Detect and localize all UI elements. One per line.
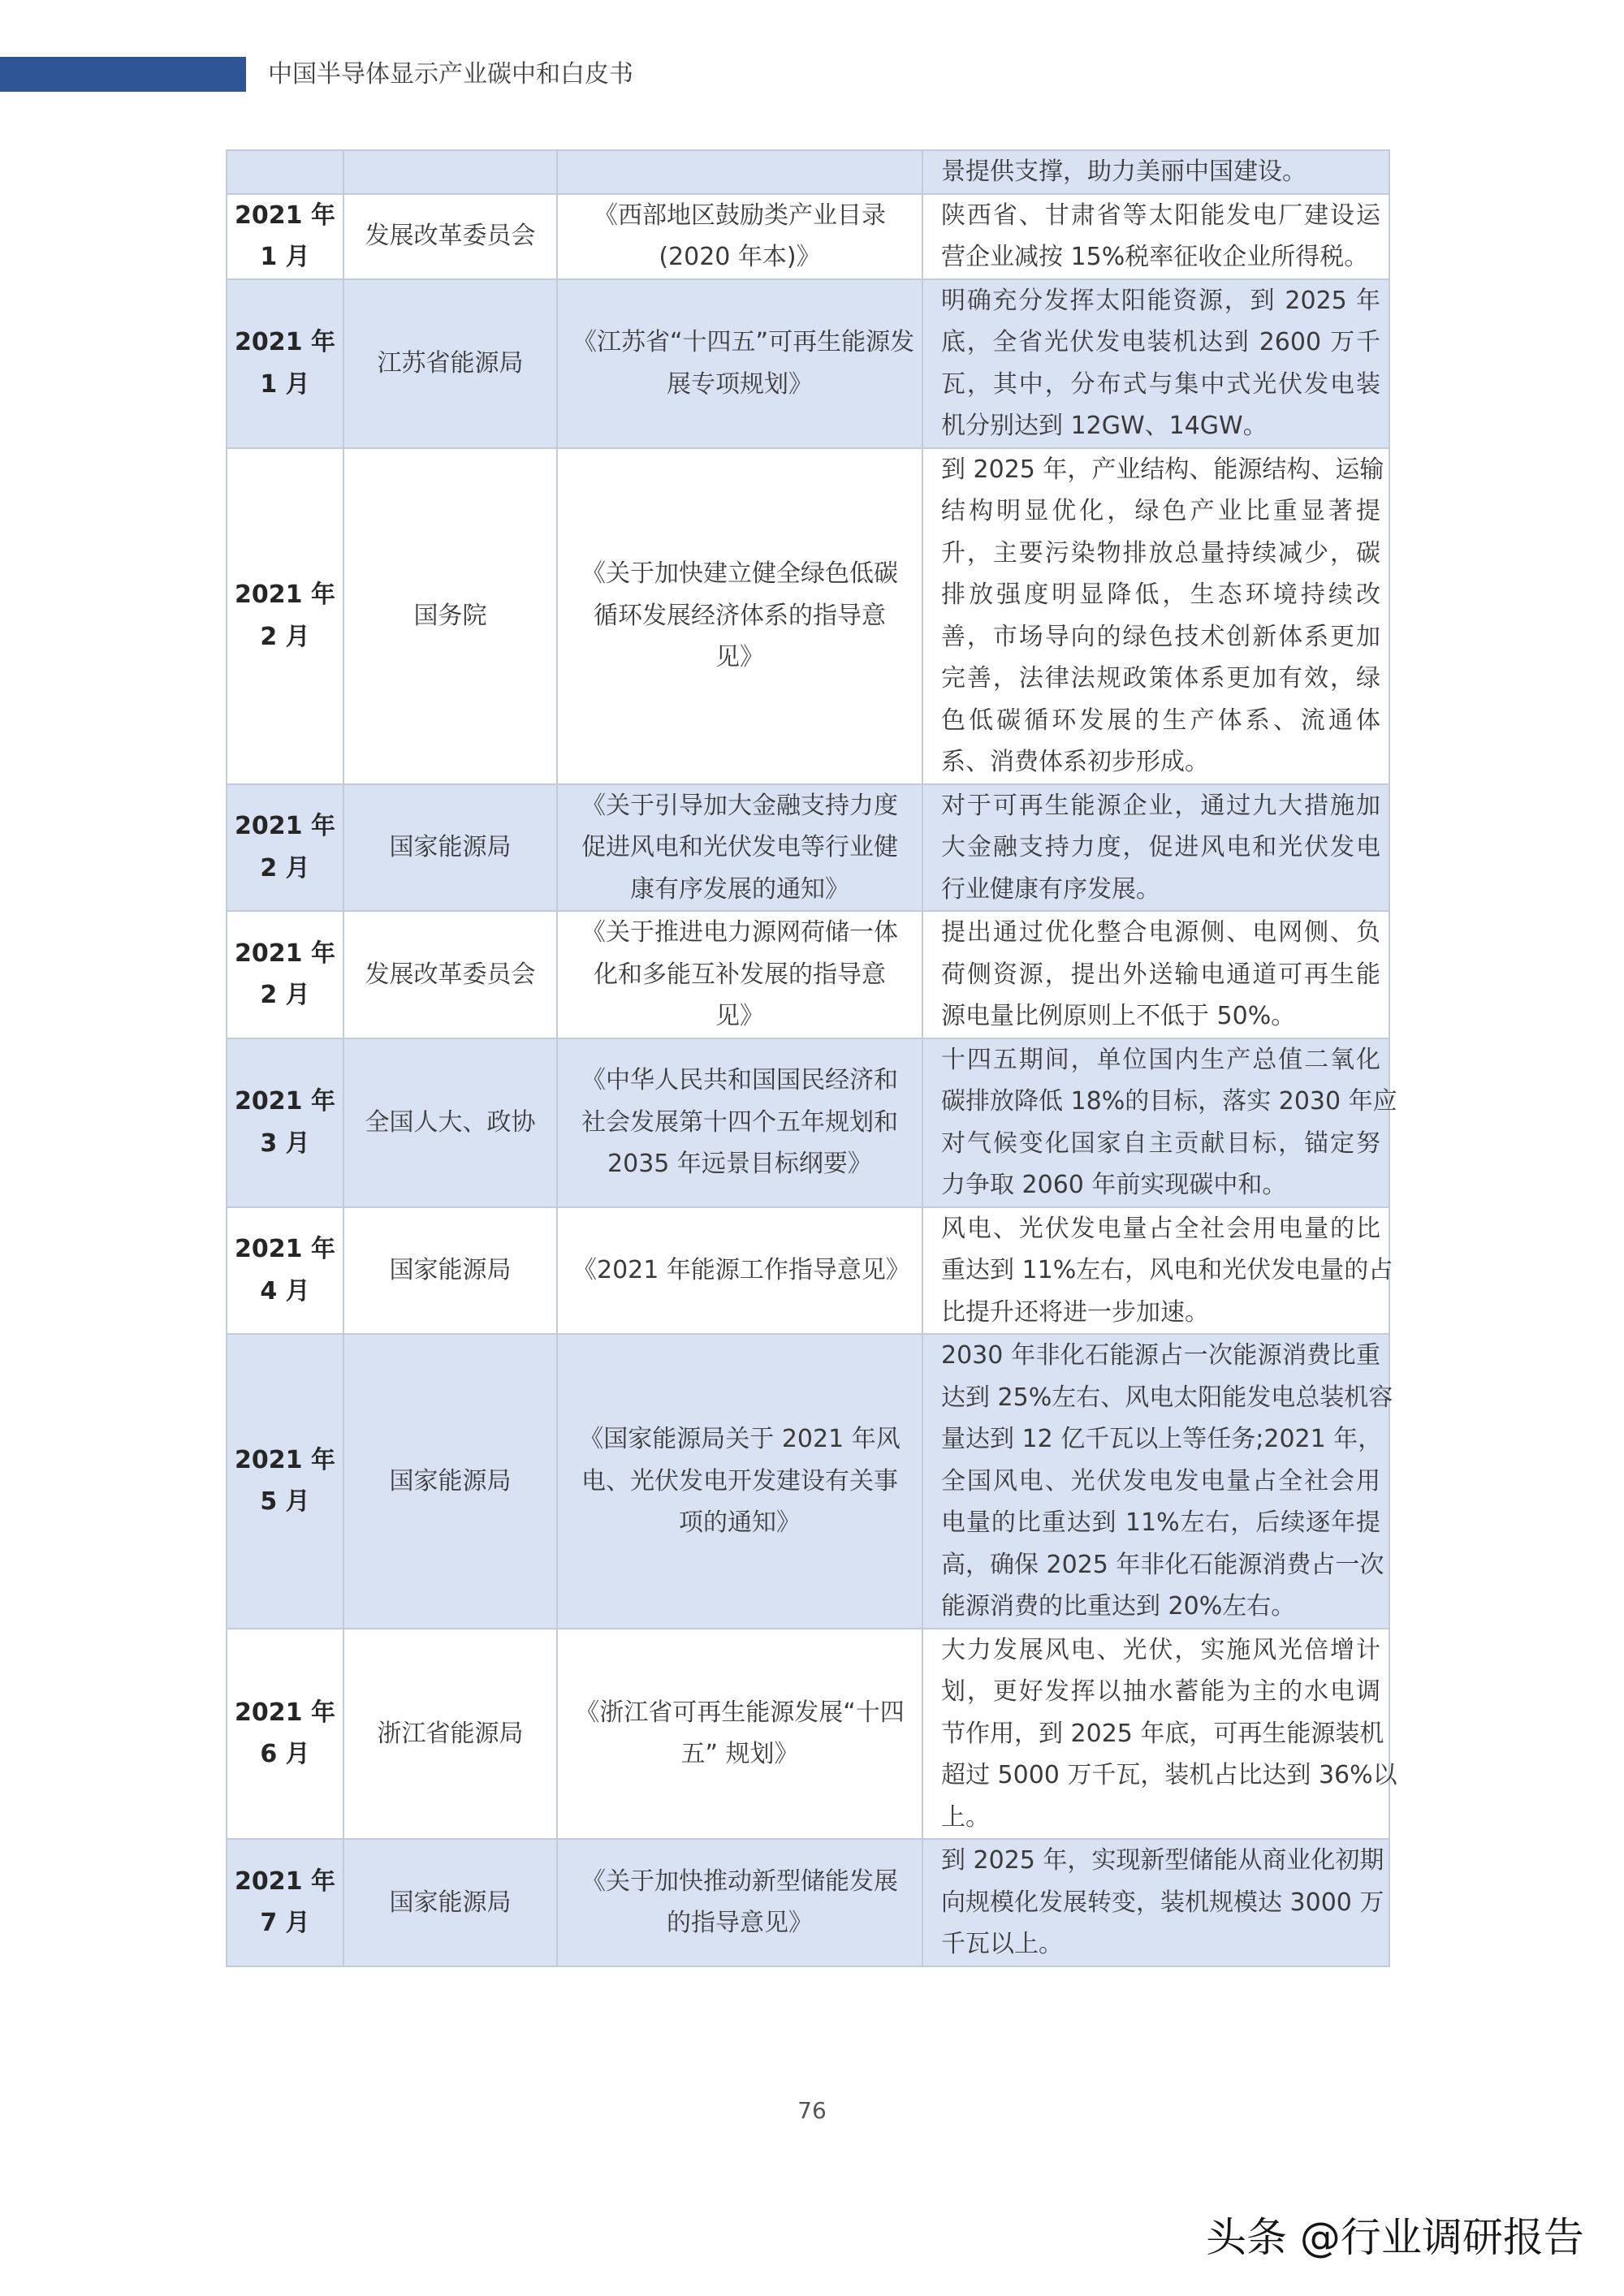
cell-summary: [922, 1334, 1393, 1629]
date-month: 2 月: [260, 622, 310, 651]
summary-line: 重达到 11%左右，风电和光伏发电量的占: [941, 1256, 1393, 1284]
date-month: 6 月: [260, 1740, 310, 1769]
cell-agency: [343, 1629, 557, 1840]
date-year: 2021 年: [235, 812, 335, 841]
table-row: [227, 1629, 1389, 1840]
document-title-line: 《西部地区鼓励类产业目录: [594, 201, 886, 230]
summary-line: 到 2025 年，产业结构、能源结构、运输: [941, 455, 1384, 484]
agency-name: 国务院: [413, 601, 487, 630]
document-title: 中国半导体显示产业碳中和白皮书: [268, 60, 633, 88]
watermark: 头条 @行业调研报告: [1206, 2214, 1584, 2261]
cell-summary: [922, 1038, 1397, 1207]
cell-date: [227, 1207, 343, 1335]
table-row: [227, 279, 1389, 448]
document-title-line: 《关于加快推动新型储能发展: [581, 1867, 898, 1896]
date-year: 2021 年: [235, 939, 335, 968]
document-title-line: 促进风电和光伏发电等行业健: [581, 833, 898, 861]
summary-line: 千瓦以上。: [941, 1930, 1063, 1958]
date-year: 2021 年: [235, 328, 335, 356]
summary-line: 源电量比例原则上不低于 50%。: [941, 1002, 1296, 1030]
cell-agency: [343, 1038, 557, 1207]
document-title-line: (2020 年本)》: [659, 243, 821, 271]
cell-summary: [922, 194, 1389, 279]
agency-name: 江苏省能源局: [377, 348, 524, 378]
table-row: [227, 1207, 1389, 1335]
summary-line: 上。: [941, 1802, 990, 1832]
document-title-line: 《2021 年能源工作指导意见》: [572, 1256, 910, 1284]
agency-name: 发展改革委员会: [365, 960, 536, 989]
date-year: 2021 年: [235, 1087, 335, 1116]
cell-summary: [922, 1207, 1393, 1335]
table-row: [227, 1839, 1389, 1966]
document-title-line: 《关于加快建立健全绿色低碳: [581, 559, 898, 589]
agency-name: 国家能源局: [389, 1466, 512, 1495]
cell-document: [557, 911, 922, 1038]
document-title-line: 见》: [715, 643, 764, 672]
date-month: 3 月: [260, 1129, 310, 1158]
summary-line: 节作用，到 2025 年底，可再生能源装机: [941, 1719, 1384, 1748]
cell-date: [227, 1334, 343, 1629]
document-title-line: 康有序发展的通知》: [630, 874, 849, 904]
date-month: 4 月: [260, 1276, 310, 1306]
summary-line: 高，确保 2025 年非化石能源消费占一次: [941, 1550, 1384, 1579]
cell-summary: [922, 911, 1389, 1038]
cell-date: [227, 1839, 343, 1966]
summary-line: 瓦，其中，分布式与集中式光伏发电装: [941, 369, 1380, 399]
table-row: [227, 784, 1389, 912]
summary-line: 碳排放降低 18%的目标，落实 2030 年应: [941, 1087, 1397, 1116]
document-title-line: 循环发展经济体系的指导意: [594, 601, 886, 630]
document-title-line: 展专项规划》: [667, 369, 813, 399]
cell-agency: [343, 150, 557, 194]
cell-document: [557, 1629, 922, 1840]
table-row: [227, 1038, 1389, 1207]
document-title-line: 《国家能源局关于 2021 年风: [579, 1425, 901, 1453]
document-title-line: 项的通知》: [679, 1508, 801, 1537]
summary-line: 超过 5000 万千瓦，装机占比达到 36%以: [941, 1761, 1397, 1789]
date-month: 7 月: [260, 1909, 310, 1938]
document-title-line: 《江苏省“十四五”可再生能源发: [572, 328, 915, 356]
summary-line: 营企业减按 15%税率征收企业所得税。: [941, 243, 1369, 271]
date-year: 2021 年: [235, 580, 335, 609]
cell-agency: [343, 911, 557, 1038]
summary-line: 到 2025 年，实现新型储能从商业化初期: [941, 1846, 1384, 1875]
cell-document: [557, 1038, 922, 1207]
summary-line: 风电、光伏发电量占全社会用电量的比: [941, 1214, 1380, 1243]
document-title-line: 《关于引导加大金融支持力度: [581, 791, 898, 820]
date-month: 1 月: [260, 369, 310, 399]
cell-date: [227, 1629, 343, 1840]
cell-agency: [343, 194, 557, 279]
table-row: [227, 150, 1389, 194]
summary-line: 底，全省光伏发电装机达到 2600 万千: [941, 328, 1380, 356]
date-year: 2021 年: [235, 1698, 335, 1727]
document-title-line: 化和多能互补发展的指导意: [594, 960, 886, 989]
cell-agency: [343, 448, 557, 784]
cell-summary: [922, 1839, 1389, 1966]
summary-line: 荷侧资源，提出外送输电通道可再生能: [941, 960, 1380, 989]
document-title-line: 电、光伏发电开发建设有关事: [581, 1466, 898, 1495]
summary-line: 量达到 12 亿千瓦以上等任务;2021 年，: [941, 1425, 1383, 1453]
date-month: 2 月: [260, 853, 310, 883]
header-accent-bar: [0, 57, 246, 92]
cell-agency: [343, 784, 557, 912]
summary-line: 善，市场导向的绿色技术创新体系更加: [941, 622, 1380, 651]
summary-line: 比提升还将进一步加速。: [941, 1297, 1209, 1327]
summary-line: 达到 25%左右、风电太阳能发电总装机容: [941, 1383, 1393, 1412]
cell-date: [227, 911, 343, 1038]
cell-date: [227, 784, 343, 912]
cell-agency: [343, 1334, 557, 1629]
document-title-line: 的指导意见》: [667, 1909, 813, 1938]
cell-date: [227, 279, 343, 448]
cell-date: [227, 448, 343, 784]
cell-summary: [922, 784, 1389, 912]
cell-summary: [922, 448, 1389, 784]
summary-line: 对于可再生能源企业，通过九大措施加: [941, 791, 1380, 820]
summary-line: 排放强度明显降低，生态环境持续改: [941, 580, 1380, 609]
cell-summary: [922, 1629, 1397, 1840]
summary-line: 全国风电、光伏发电发电量占全社会用: [941, 1466, 1380, 1495]
summary-line: 向规模化发展转变，装机规模达 3000 万: [941, 1888, 1384, 1917]
date-year: 2021 年: [235, 1445, 335, 1474]
summary-line: 机分别达到 12GW、14GW。: [941, 412, 1268, 440]
table-row: [227, 911, 1389, 1038]
document-title-line: 《中华人民共和国国民经济和: [581, 1066, 898, 1095]
cell-summary: [922, 150, 1389, 194]
page-number: 76: [797, 2097, 827, 2124]
summary-line: 大力发展风电、光伏，实施风光倍增计: [941, 1635, 1380, 1664]
summary-line: 能源消费的比重达到 20%左右。: [941, 1592, 1296, 1621]
cell-agency: [343, 1839, 557, 1966]
agency-name: 发展改革委员会: [365, 222, 536, 251]
summary-line: 升，主要污染物排放总量持续减少，碳: [941, 538, 1380, 568]
summary-line: 对气候变化国家自主贡献目标，锚定努: [941, 1129, 1380, 1158]
agency-name: 国家能源局: [389, 1256, 512, 1284]
cell-document: [557, 150, 922, 194]
cell-agency: [343, 1207, 557, 1335]
cell-date: [227, 1038, 343, 1207]
summary-line: 景提供支撑，助力美丽中国建设。: [941, 158, 1307, 186]
policy-table: [226, 149, 1397, 1967]
date-month: 2 月: [260, 981, 310, 1010]
document-title-line: 《浙江省可再生能源发展“十四: [575, 1698, 905, 1727]
document-title-line: 2035 年远景目标纲要》: [607, 1150, 872, 1179]
summary-line: 行业健康有序发展。: [941, 874, 1160, 904]
summary-line: 十四五期间，单位国内生产总值二氧化: [941, 1045, 1380, 1074]
agency-name: 国家能源局: [389, 833, 512, 861]
document-title-line: 五” 规划》: [680, 1740, 799, 1769]
document-title-line: 见》: [715, 1002, 764, 1030]
table-row: [227, 194, 1389, 279]
summary-line: 提出通过优化整合电源侧、电网侧、负: [941, 918, 1380, 947]
cell-document: [557, 279, 922, 448]
agency-name: 浙江省能源局: [377, 1719, 524, 1748]
table-row: [227, 448, 1389, 784]
summary-line: 色低碳循环发展的生产体系、流通体: [941, 706, 1380, 735]
summary-line: 2030 年非化石能源占一次能源消费比重: [941, 1341, 1380, 1370]
cell-date: [227, 150, 343, 194]
cell-document: [557, 1334, 922, 1629]
summary-line: 电量的比重达到 11%左右，后续逐年提: [941, 1508, 1380, 1537]
summary-line: 力争取 2060 年前实现碳中和。: [941, 1171, 1287, 1199]
cell-document: [557, 448, 922, 784]
summary-line: 陕西省、甘肃省等太阳能发电厂建设运: [941, 201, 1380, 230]
summary-line: 划，更好发挥以抽水蓄能为主的水电调: [941, 1677, 1380, 1706]
agency-name: 全国人大、政协: [365, 1107, 536, 1137]
date-year: 2021 年: [235, 1867, 335, 1896]
date-month: 5 月: [260, 1487, 310, 1517]
cell-document: [557, 194, 922, 279]
summary-line: 明确充分发挥太阳能资源，到 2025 年: [941, 286, 1380, 315]
policy-table-body: [227, 150, 1397, 1966]
summary-line: 结构明显优化，绿色产业比重显著提: [941, 497, 1380, 525]
date-month: 1 月: [260, 243, 310, 271]
summary-line: 大金融支持力度，促进风电和光伏发电: [941, 833, 1380, 861]
summary-line: 系、消费体系初步形成。: [941, 748, 1209, 776]
cell-document: [557, 1207, 922, 1335]
cell-date: [227, 194, 343, 279]
date-year: 2021 年: [235, 1235, 335, 1264]
date-year: 2021 年: [235, 201, 335, 230]
table-row: [227, 1334, 1389, 1629]
document-title-line: 《关于推进电力源网荷储一体: [581, 918, 898, 947]
cell-document: [557, 784, 922, 912]
document-title-line: 社会发展第十四个五年规划和: [581, 1107, 898, 1137]
cell-summary: [922, 279, 1389, 448]
cell-agency: [343, 279, 557, 448]
agency-name: 国家能源局: [389, 1888, 512, 1917]
cell-document: [557, 1839, 922, 1966]
summary-line: 完善，法律法规政策体系更加有效，绿: [941, 664, 1380, 693]
